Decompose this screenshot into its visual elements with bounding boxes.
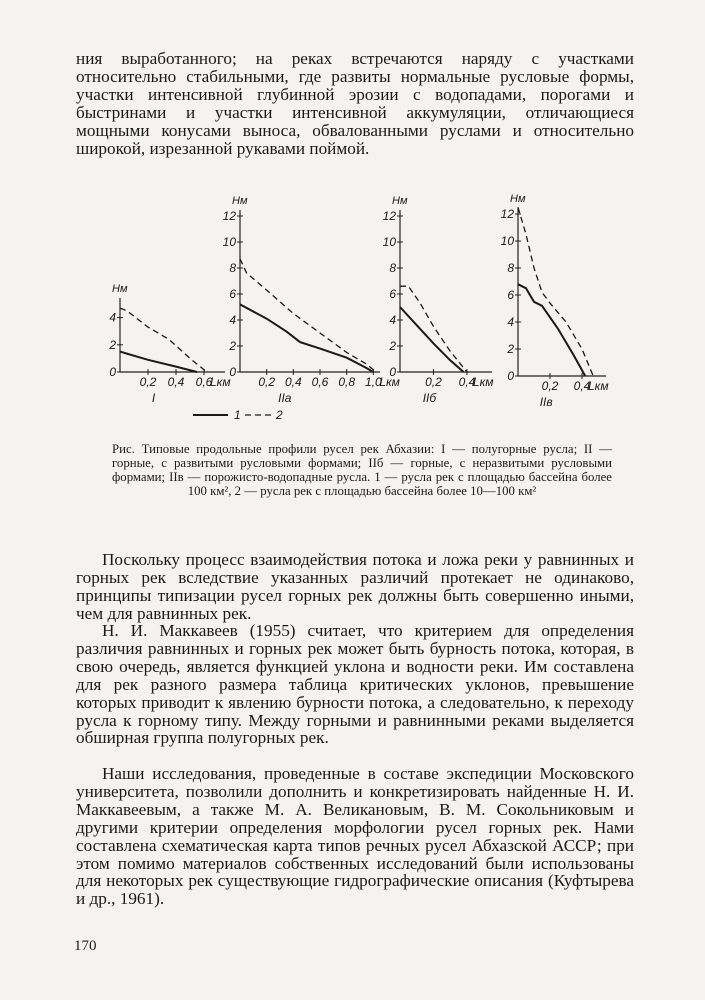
x-tick-label: 0,4 [573,379,591,393]
y-tick-label: 8 [229,261,236,275]
y-axis-label: Нм [510,193,526,205]
x-tick-label: 0,2 [541,379,559,393]
y-tick-label: 8 [507,261,514,275]
y-tick-label: 6 [507,288,514,302]
x-tick-label: 1,0 [364,375,382,389]
figure-caption: Рис. Типовые продольные профили русел рек Абхазии: I — полугорные русла; II — горные, с развитыми русловыми формами; IIб — горные, с неразвитыми русловыми формами; IIв — порожисто-водопадные русла. 1 — русла рек с площадью бассейна более 100 км², 2 — русла рек с площадью бассейна более 10—100 км² [112,442,612,498]
series-2-line [518,207,593,376]
x-tick-label: 0,2 [258,375,276,389]
y-tick-label: 4 [507,315,514,329]
y-tick-label: 10 [222,235,236,249]
y-tick-label: 2 [389,339,396,353]
y-tick-label: 0 [507,369,514,383]
x-tick-label: 0,6 [195,375,213,389]
y-tick-label: 10 [382,235,396,249]
y-tick-label: 2 [109,337,116,352]
y-tick-label: 6 [389,287,396,301]
y-tick-label: 6 [229,287,236,301]
legend-label: 1 [234,408,241,422]
panel-label: IIа [278,391,292,405]
series-2-line [120,308,207,372]
x-tick-label: 0,2 [139,375,157,389]
y-tick-label: 4 [109,310,116,325]
panel-label: IIб [422,391,437,405]
intro-paragraph: ния выработанного; на реках встречаются наряду с участками относительно стабильными, где развиты нормальные русловые формы, участки интенсивной глубинной эрозии с водопадами, порогами и быстринами и участки интенсивной аккумуляции, отличающиеся мощными конусами выноса, обвалованными руслами и относительно широкой, изрезанной рукавами поймой. [76,49,634,158]
series-1-line [240,304,373,372]
series-1-line [518,284,585,376]
y-tick-label: 12 [222,209,236,223]
y-axis-label: Нм [392,195,408,207]
series-2-line [400,286,467,372]
y-tick-label: 8 [389,261,396,275]
panel-label: I [151,391,156,405]
y-tick-label: 12 [382,209,396,223]
y-axis-label: Нм [112,283,128,295]
paragraph-2: Н. И. Маккавеев (1955) считает, что критерием для определения различия равнинных и горных рек может быть бурность потока, которая, в свою очередь, является функцией уклона и водности реки. Им составлена для рек разного размера таблица критических уклонов, превышение которых приводит к явлению бурности потока, а следовательно, к переходу русла к горному типу. Между горными и равнинными реками выделяется обширная группа полугорных рек. [76,621,634,748]
y-tick-label: 2 [507,342,514,356]
series-1-line [400,307,464,372]
x-tick-label: 0,4 [167,375,185,389]
y-tick-label: 4 [389,313,396,327]
x-axis-label: Lкм [472,375,494,389]
x-tick-label: 0,4 [284,375,302,389]
legend-label: 2 [276,408,283,422]
panel-label: IIв [539,395,553,409]
y-tick-label: 0 [109,365,116,379]
y-tick-label: 0 [229,365,236,379]
x-axis-label: Lкм [588,379,609,393]
y-tick-label: 4 [229,313,236,327]
y-tick-label: 0 [389,365,396,379]
x-tick-label: 0,2 [425,375,442,389]
x-tick-label: 0,4 [458,375,476,389]
x-tick-label: 0,6 [311,375,329,389]
x-axis-label: Lкм [210,375,231,389]
y-tick-label: 12 [500,207,514,221]
x-axis-label: Lкм [379,375,400,389]
paragraph-1: Поскольку процесс взаимодействия потока и ложа реки у равнинных и горных рек вследствие указанных различий протекает не одинаково, принципы типизации русел горных рек должны быть совершенно иными, чем для равнинных рек. [76,550,634,623]
paragraph-3: Наши исследования, проведенные в составе экспедиции Московского университета, позволили дополнить и конкретизировать найденные Н. И. Маккавеевым, а также М. А. Великановым, В. М. Сокольниковым и другими критерии определения морфологии русел горных рек. Нами составлена схематическая карта типов речных русел Абхазской АССР; при этом помимо материалов собственных исследований были использованы для некоторых рек существующие гидрографические описания (Куфтырева и др., 1961). [76,764,634,909]
y-tick-label: 10 [500,234,514,248]
y-tick-label: 2 [229,339,236,353]
page-number: 170 [74,938,97,954]
x-tick-label: 0,8 [338,375,356,389]
y-axis-label: Нм [232,195,248,207]
